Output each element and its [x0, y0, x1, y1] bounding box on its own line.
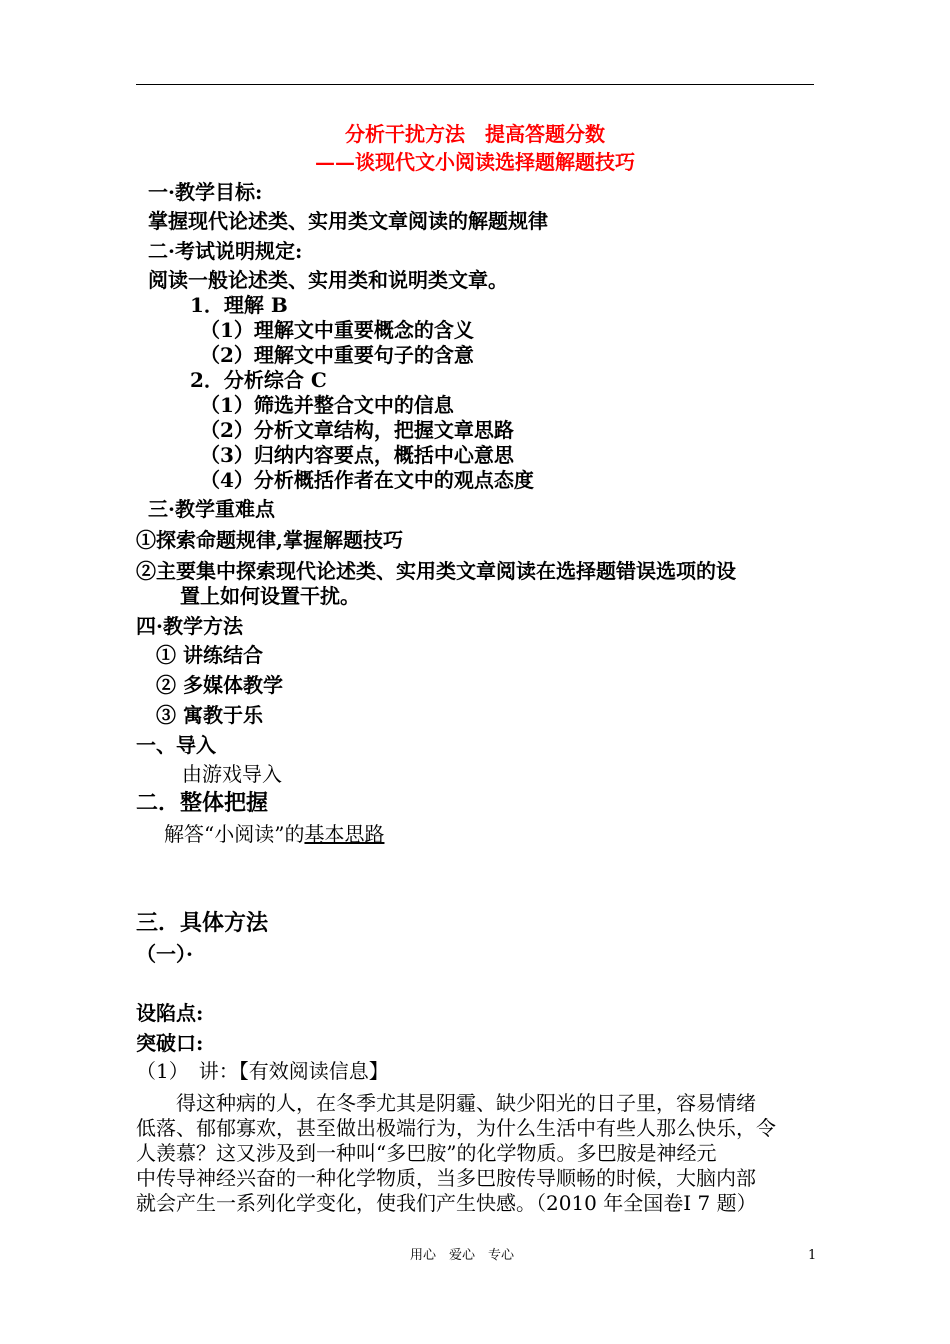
section2-heading: 二·考试说明规定: [148, 239, 303, 263]
section3-point2-line1: ②主要集中探索现代论述类、实用类文章阅读在选择题错误选项的设 [136, 559, 736, 583]
section2-item1-sub2: （2）理解文中重要句子的含意 [200, 343, 474, 367]
part2-heading: 二．整体把握 [136, 790, 269, 816]
passage-line-3: 人羡慕？这又涉及到一种叫“多巴胺”的化学物质。多巴胺是神经元 [136, 1141, 717, 1165]
part1-content: 由游戏导入 [182, 762, 282, 786]
trap-label: 设陷点: [136, 1001, 204, 1025]
section4-item2: ② 多媒体教学 [156, 673, 283, 697]
breakthrough-label: 突破口: [136, 1031, 204, 1055]
section3-heading: 三·教学重难点 [148, 497, 275, 521]
document-subtitle: ——谈现代文小阅读选择题解题技巧 [315, 150, 635, 174]
section2-item2-sub3: （3）归纳内容要点，概括中心意思 [200, 443, 514, 467]
document-title: 分析干扰方法 提高答题分数 [345, 122, 605, 146]
section3-point2-line2: 置上如何设置干扰。 [180, 584, 360, 608]
section2-item2-sub2: （2）分析文章结构，把握文章思路 [200, 418, 514, 442]
passage-line-4: 中传导神经兴奋的一种化学物质，当多巴胺传导顺畅的时候，大脑内部 [136, 1166, 756, 1190]
section2-item2-sub4: （4）分析概括作者在文中的观点态度 [200, 468, 534, 492]
part3-sub-heading: （一）· [136, 942, 193, 966]
section3-point1: ①探索命题规律,掌握解题技巧 [136, 528, 403, 552]
section2-item1-sub1: （1）理解文中重要概念的含义 [200, 318, 474, 342]
section2-intro: 阅读一般论述类、实用类和说明类文章。 [148, 268, 508, 292]
section4-item1: ① 讲练结合 [156, 643, 263, 667]
passage-line-5: 就会产生一系列化学变化，使我们产生快感。（2010 年全国卷Ⅰ 7 题） [136, 1191, 757, 1215]
passage-line-1: 得这种病的人，在冬季尤其是阴霾、缺少阳光的日子里，容易情绪 [136, 1091, 756, 1115]
section4-item3: ③ 寓教于乐 [156, 703, 263, 727]
section2-item1-title: 1．理解 B [190, 293, 288, 317]
part2-content [164, 822, 384, 847]
section4-heading: 四·教学方法 [136, 614, 243, 638]
basic-approach-link[interactable]: 基本思路 [304, 822, 385, 846]
part2-content-prefix: 解答“小阅读”的 [164, 822, 305, 846]
item1-label: （1） 讲：【有效阅读信息】 [136, 1059, 389, 1083]
part1-heading: 一、导入 [136, 733, 216, 757]
part3-heading: 三．具体方法 [136, 910, 269, 936]
footer-motto: 用心 爱心 专心 [410, 1248, 515, 1263]
section1-content: 掌握现代论述类、实用类文章阅读的解题规律 [148, 209, 548, 233]
passage-line-2: 低落、郁郁寡欢，甚至做出极端行为，为什么生活中有些人那么快乐，令 [136, 1116, 776, 1140]
header-rule [136, 84, 814, 85]
page-number: 1 [808, 1248, 817, 1263]
section2-item2-sub1: （1）筛选并整合文中的信息 [200, 393, 454, 417]
section1-heading: 一·教学目标: [148, 180, 263, 204]
section2-item2-title: 2．分析综合 C [190, 368, 327, 392]
